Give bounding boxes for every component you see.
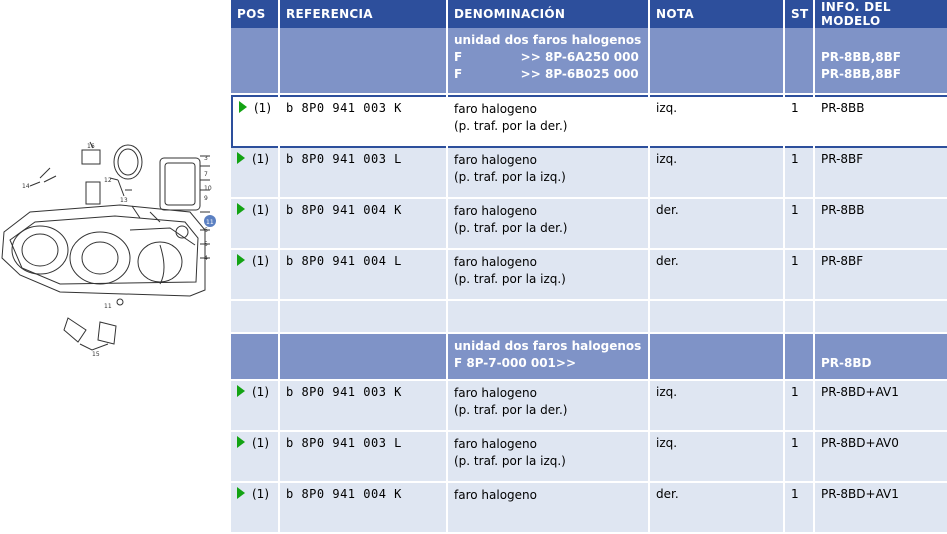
headlight-exploded-view (0, 0, 228, 499)
svg-text:15: 15 (92, 351, 100, 358)
group-range: F 8P-7-000 001>> (454, 356, 577, 370)
column-header-st[interactable]: ST (785, 0, 813, 28)
info-cell: PR-8BB (815, 95, 947, 148)
info-cell: PR-8BD+AV1 (815, 381, 947, 432)
table-row[interactable] (231, 483, 947, 534)
nota-cell: der. (650, 483, 783, 534)
denominacion-cell: faro halogeno (p. traf. por la izq.) (448, 250, 648, 301)
denominacion-cell: faro halogeno (p. traf. por la der.) (448, 199, 648, 250)
group-header-row (231, 28, 947, 95)
column-header-denominacion[interactable]: DENOMINACIÓN (448, 0, 648, 28)
group-header-denominacion (448, 28, 648, 95)
group-header-ref (280, 28, 446, 95)
info-cell: PR-8BF (815, 148, 947, 199)
group-header-info (815, 334, 947, 381)
group-header-nota (650, 28, 783, 95)
info-cell: PR-8BF (815, 250, 947, 301)
pos-cell[interactable]: (1) (231, 483, 278, 534)
group-model-info: PR-8BB,8BF (821, 50, 901, 64)
svg-text:6: 6 (204, 227, 208, 234)
table-row[interactable] (231, 432, 947, 483)
info-cell: PR-8BD+AV0 (815, 432, 947, 483)
column-header-pos[interactable]: POS (231, 0, 278, 28)
st-cell: 1 (785, 250, 813, 301)
st-cell: 1 (785, 483, 813, 534)
table-row[interactable] (231, 381, 947, 432)
group-header-st (785, 28, 813, 95)
pos-cell[interactable]: (1) (231, 199, 278, 250)
st-cell: 1 (785, 381, 813, 432)
part-number: b 8P0 941 004 L (280, 250, 446, 301)
group-header-st (785, 334, 813, 381)
group-title: unidad dos faros halogenos (454, 33, 642, 47)
group-header-row (231, 334, 947, 381)
nota-cell: der. (650, 250, 783, 301)
pos-cell[interactable]: (1) (231, 250, 278, 301)
pos-cell[interactable]: (1) (231, 148, 278, 199)
pos-cell[interactable]: (1) (231, 432, 278, 483)
svg-text:7: 7 (204, 171, 208, 178)
st-cell: 1 (785, 148, 813, 199)
part-number: b 8P0 941 003 K (280, 95, 446, 148)
pos-cell[interactable]: (1) (231, 381, 278, 432)
play-icon[interactable] (237, 203, 245, 215)
callout-badge-label: 11 (206, 219, 214, 226)
table-row[interactable] (231, 148, 947, 199)
nota-cell: der. (650, 199, 783, 250)
svg-text:4: 4 (204, 255, 208, 262)
part-number: b 8P0 941 004 K (280, 483, 446, 534)
group-range: F >> 8P-6B025 000 (454, 67, 639, 81)
info-cell: PR-8BB (815, 199, 947, 250)
group-range: F >> 8P-6A250 000 (454, 50, 639, 64)
table-row[interactable] (231, 250, 947, 301)
denominacion-cell: faro halogeno (p. traf. por la izq.) (448, 432, 648, 483)
svg-text:12: 12 (104, 177, 112, 184)
group-header-denominacion (448, 334, 648, 381)
svg-text:14: 14 (22, 183, 30, 190)
svg-text:13: 13 (120, 197, 128, 204)
group-model-info: PR-8BB,8BF (821, 67, 901, 81)
denominacion-cell: faro halogeno (p. traf. por la der.) (448, 95, 648, 148)
part-number: b 8P0 941 004 K (280, 199, 446, 250)
table-row[interactable] (231, 95, 947, 148)
svg-text:5: 5 (204, 241, 208, 248)
column-header-referencia[interactable]: REFERENCIA (280, 0, 446, 28)
empty-row (231, 301, 947, 334)
group-header-nota (650, 334, 783, 381)
st-cell: 1 (785, 432, 813, 483)
part-number: b 8P0 941 003 K (280, 381, 446, 432)
svg-text:16: 16 (87, 143, 95, 150)
play-icon[interactable] (237, 385, 245, 397)
nota-cell: izq. (650, 95, 783, 148)
play-icon[interactable] (237, 436, 245, 448)
group-header-ref (280, 334, 446, 381)
st-cell: 1 (785, 199, 813, 250)
play-icon[interactable] (237, 487, 245, 499)
denominacion-cell: faro halogeno (448, 483, 648, 534)
group-title: unidad dos faros halogenos (454, 339, 642, 353)
svg-text:3: 3 (204, 155, 208, 162)
group-header-pos (231, 28, 278, 95)
denominacion-cell: faro halogeno (p. traf. por la izq.) (448, 148, 648, 199)
denominacion-cell: faro halogeno (p. traf. por la der.) (448, 381, 648, 432)
table-header (231, 0, 947, 28)
nota-cell: izq. (650, 148, 783, 199)
group-model-info: PR-8BD (821, 356, 872, 370)
play-icon[interactable] (237, 254, 245, 266)
column-header-nota[interactable]: NOTA (650, 0, 783, 28)
svg-text:9: 9 (204, 195, 208, 202)
pos-cell[interactable]: (1) (231, 95, 278, 148)
info-cell: PR-8BD+AV1 (815, 483, 947, 534)
st-cell: 1 (785, 95, 813, 148)
column-header-info[interactable]: INFO. DEL MODELO (815, 0, 947, 28)
parts-diagram[interactable] (0, 0, 228, 499)
table-row[interactable] (231, 199, 947, 250)
svg-text:10: 10 (204, 185, 212, 192)
part-number: b 8P0 941 003 L (280, 148, 446, 199)
nota-cell: izq. (650, 432, 783, 483)
nota-cell: izq. (650, 381, 783, 432)
part-number: b 8P0 941 003 L (280, 432, 446, 483)
svg-text:11: 11 (104, 303, 112, 310)
group-header-info (815, 28, 947, 95)
group-header-pos (231, 334, 278, 381)
parts-table (229, 0, 947, 534)
play-icon[interactable] (239, 101, 247, 113)
play-icon[interactable] (237, 152, 245, 164)
